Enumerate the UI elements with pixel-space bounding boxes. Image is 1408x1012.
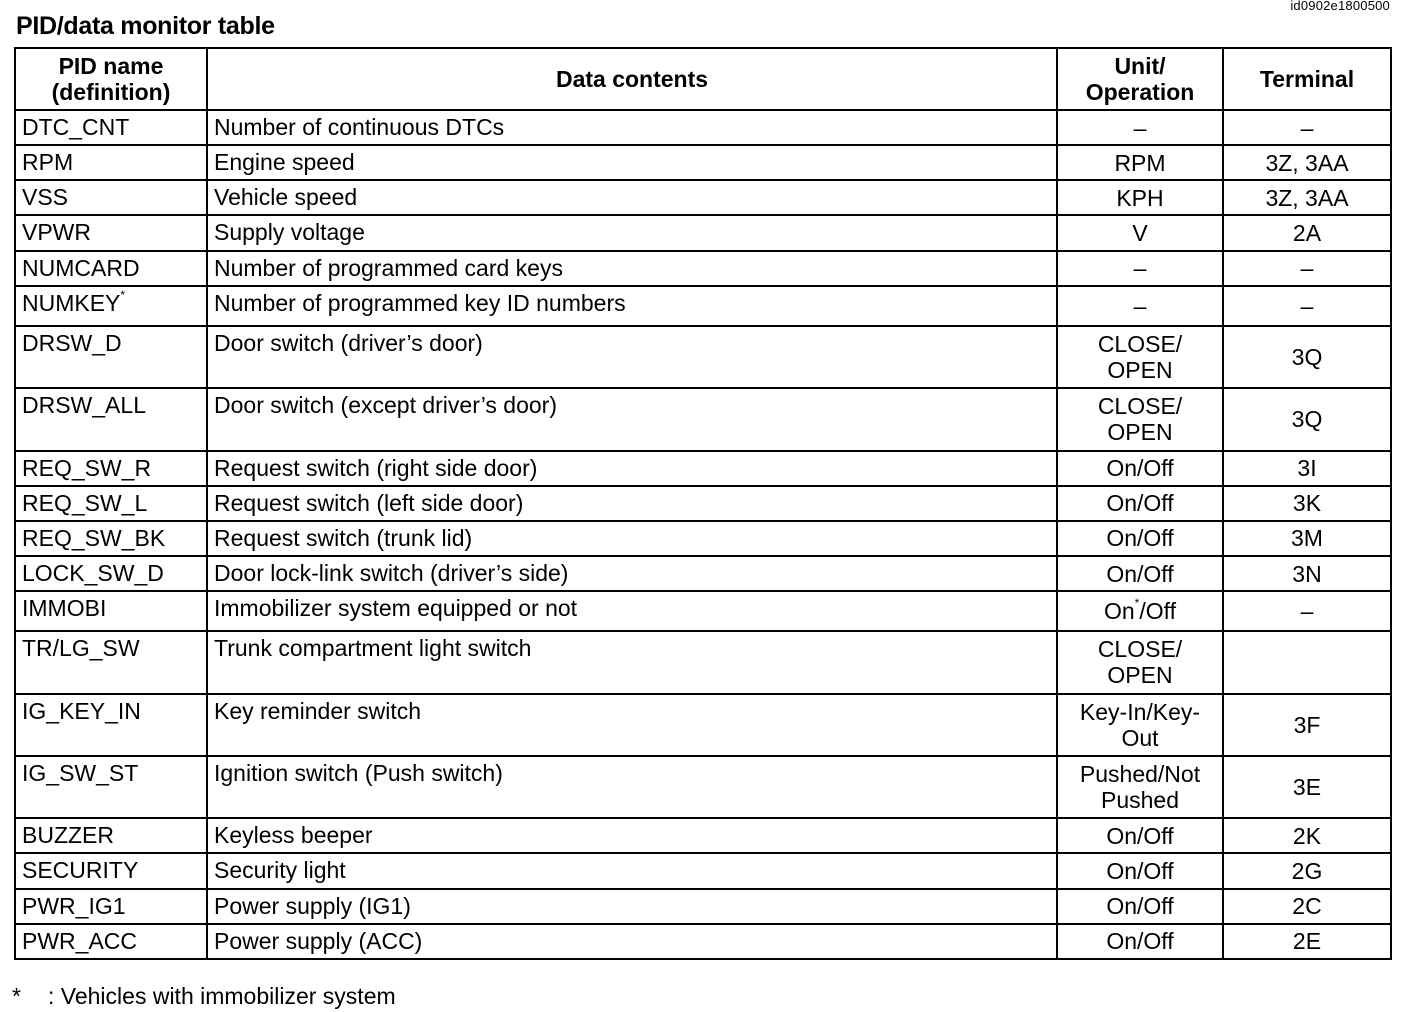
unit-operation: RPM xyxy=(1114,149,1166,176)
pid-data-monitor-table xyxy=(14,47,1392,960)
pid-name-cell xyxy=(15,631,207,693)
terminal-cell xyxy=(1223,286,1391,326)
table-row xyxy=(15,521,1391,556)
unit-operation-cell xyxy=(1057,591,1223,631)
unit-operation: – xyxy=(1133,114,1147,141)
table-row xyxy=(15,486,1391,521)
data-contents-cell xyxy=(207,180,1057,215)
page-title: PID/data monitor table xyxy=(16,12,275,40)
data-contents: Door lock-link switch (driver’s side) xyxy=(214,560,569,586)
table-row xyxy=(15,388,1391,450)
terminal-cell xyxy=(1223,756,1391,818)
pid-name-cell xyxy=(15,145,207,180)
pid-name: DRSW_ALL xyxy=(22,392,146,419)
table-header-row xyxy=(15,48,1391,110)
data-contents-cell xyxy=(207,326,1057,388)
unit-operation-cell xyxy=(1057,924,1223,959)
pid-name-cell xyxy=(15,521,207,556)
unit-footnote-mark: * xyxy=(1134,596,1140,611)
data-contents: Key reminder switch xyxy=(214,697,422,724)
unit-operation: CLOSE/ OPEN xyxy=(1097,393,1183,446)
document-id: id0902e1800500 xyxy=(1290,0,1390,13)
data-contents-cell xyxy=(207,521,1057,556)
data-contents: Engine speed xyxy=(214,149,355,176)
table-row xyxy=(15,451,1391,486)
table-row xyxy=(15,326,1391,388)
unit-operation-cell xyxy=(1057,486,1223,521)
pid-name: REQ_SW_BK xyxy=(22,524,166,551)
unit-operation: Key-In/Key- Out xyxy=(1079,698,1201,751)
unit-operation-cell xyxy=(1057,694,1223,756)
unit-operation: On xyxy=(1103,598,1135,625)
header-unit-operation-text: Unit/ Operation xyxy=(1085,53,1195,105)
unit-operation-cell xyxy=(1057,215,1223,250)
pid-name-cell xyxy=(15,326,207,388)
pid-name: VSS xyxy=(22,184,69,211)
pid-name: IG_KEY_IN xyxy=(22,697,141,724)
unit-operation: On/Off xyxy=(1106,490,1174,517)
terminal: 3Q xyxy=(1291,344,1323,371)
unit-operation-cell xyxy=(1057,756,1223,818)
pid-name-cell xyxy=(15,889,207,924)
header-unit-operation xyxy=(1057,48,1223,110)
terminal: 2A xyxy=(1292,220,1322,247)
data-contents: Request switch (right side door) xyxy=(214,454,538,481)
table-row xyxy=(15,889,1391,924)
terminal: 2G xyxy=(1291,857,1323,884)
terminal: – xyxy=(1300,255,1314,282)
data-contents-cell xyxy=(207,818,1057,853)
data-contents-cell xyxy=(207,924,1057,959)
unit-operation-cell xyxy=(1057,180,1223,215)
data-contents: Door switch (driver’s door) xyxy=(214,329,483,356)
data-contents: Supply voltage xyxy=(214,219,365,246)
unit-operation-cell xyxy=(1057,631,1223,693)
data-contents: Ignition switch (Push switch) xyxy=(214,759,503,786)
unit-operation-cell xyxy=(1057,521,1223,556)
header-data-contents-text: Data contents xyxy=(555,66,709,92)
data-contents: Immobilizer system equipped or not xyxy=(214,595,578,622)
terminal: – xyxy=(1300,598,1314,625)
data-contents-cell xyxy=(207,556,1057,591)
data-contents-cell xyxy=(207,853,1057,888)
terminal: 3E xyxy=(1292,774,1322,801)
table-row xyxy=(15,818,1391,853)
terminal-cell xyxy=(1223,924,1391,959)
pid-name-cell xyxy=(15,451,207,486)
data-contents: Number of continuous DTCs xyxy=(214,114,505,140)
terminal: – xyxy=(1300,292,1314,319)
unit-operation-cell xyxy=(1057,556,1223,591)
unit-operation-cell xyxy=(1057,110,1223,145)
terminal-cell xyxy=(1223,889,1391,924)
terminal-cell xyxy=(1223,818,1391,853)
terminal: 3Z, 3AA xyxy=(1265,149,1349,176)
data-contents-cell xyxy=(207,631,1057,693)
data-contents-cell xyxy=(207,251,1057,286)
table-row xyxy=(15,110,1391,145)
terminal-cell xyxy=(1223,326,1391,388)
unit-operation-cell xyxy=(1057,286,1223,326)
unit-operation: KPH xyxy=(1116,184,1164,211)
table-row xyxy=(15,591,1391,631)
terminal-cell xyxy=(1223,556,1391,591)
unit-operation-cell xyxy=(1057,818,1223,853)
footnote-text: : Vehicles with immobilizer system xyxy=(48,983,396,1009)
table-row xyxy=(15,694,1391,756)
terminal-cell xyxy=(1223,591,1391,631)
pid-name-cell xyxy=(15,251,207,286)
pid-name-footnote-mark: * xyxy=(120,287,126,302)
terminal: 3N xyxy=(1292,560,1322,587)
pid-name-cell xyxy=(15,286,207,326)
unit-operation-cell xyxy=(1057,451,1223,486)
data-contents-cell xyxy=(207,110,1057,145)
unit-operation: – xyxy=(1133,292,1147,319)
table-row xyxy=(15,853,1391,888)
data-contents: Keyless beeper xyxy=(214,822,373,849)
data-contents-cell xyxy=(207,215,1057,250)
pid-name: TR/LG_SW xyxy=(22,635,140,662)
pid-name-cell xyxy=(15,756,207,818)
pid-name-cell xyxy=(15,556,207,591)
unit-operation-cell xyxy=(1057,251,1223,286)
unit-operation: On/Off xyxy=(1106,525,1174,552)
pid-name-cell xyxy=(15,694,207,756)
unit-operation-cell xyxy=(1057,326,1223,388)
table-row xyxy=(15,286,1391,326)
data-contents: Request switch (trunk lid) xyxy=(214,524,473,551)
unit-operation: On/Off xyxy=(1106,822,1174,849)
pid-name: IG_SW_ST xyxy=(22,759,139,786)
data-contents-cell xyxy=(207,451,1057,486)
terminal-cell xyxy=(1223,110,1391,145)
terminal-cell xyxy=(1223,853,1391,888)
unit-operation: On/Off xyxy=(1106,893,1174,920)
pid-name: PWR_IG1 xyxy=(22,892,126,919)
pid-name-cell xyxy=(15,591,207,631)
header-pid-name-text: PID name (definition) xyxy=(51,53,171,105)
pid-name: NUMCARD xyxy=(22,254,140,281)
table-row xyxy=(15,251,1391,286)
terminal: 3Z, 3AA xyxy=(1265,184,1349,211)
pid-name-cell xyxy=(15,180,207,215)
terminal: 3Q xyxy=(1291,406,1323,433)
pid-name: REQ_SW_L xyxy=(22,489,148,516)
terminal: 3M xyxy=(1291,525,1323,552)
terminal: 3I xyxy=(1297,455,1317,482)
terminal-cell xyxy=(1223,521,1391,556)
terminal: 2E xyxy=(1292,928,1322,955)
data-contents-cell xyxy=(207,486,1057,521)
pid-name-cell xyxy=(15,818,207,853)
data-contents-cell xyxy=(207,694,1057,756)
data-contents-cell xyxy=(207,889,1057,924)
unit-operation: CLOSE/ OPEN xyxy=(1097,636,1183,689)
unit-operation: On/Off xyxy=(1106,455,1174,482)
terminal-cell xyxy=(1223,145,1391,180)
pid-name: SECURITY xyxy=(22,857,139,884)
terminal-cell xyxy=(1223,215,1391,250)
data-contents-cell xyxy=(207,388,1057,450)
pid-name: LOCK_SW_D xyxy=(22,560,164,586)
pid-name-cell xyxy=(15,110,207,145)
data-contents: Security light xyxy=(214,857,346,884)
terminal-cell xyxy=(1223,251,1391,286)
terminal: – xyxy=(1300,114,1314,141)
pid-name: RPM xyxy=(22,149,74,176)
unit-operation: CLOSE/ OPEN xyxy=(1097,331,1183,384)
unit-operation-rest: /Off xyxy=(1139,598,1176,625)
pid-name: BUZZER xyxy=(22,822,114,849)
terminal: 2K xyxy=(1292,822,1322,849)
table-row xyxy=(15,556,1391,591)
terminal: 3F xyxy=(1293,711,1321,738)
pid-name: PWR_ACC xyxy=(22,927,138,954)
table-row xyxy=(15,180,1391,215)
pid-name: DRSW_D xyxy=(22,329,122,356)
data-contents: Number of programmed card keys xyxy=(214,254,563,281)
terminal-cell xyxy=(1223,631,1391,693)
header-data-contents xyxy=(207,48,1057,110)
pid-name: NUMKEY xyxy=(22,289,121,316)
terminal-cell xyxy=(1223,388,1391,450)
data-contents: Request switch (left side door) xyxy=(214,489,524,516)
footnote-mark: * xyxy=(12,983,21,1009)
unit-operation: – xyxy=(1133,255,1147,282)
unit-operation-cell xyxy=(1057,853,1223,888)
data-contents-cell xyxy=(207,756,1057,818)
data-contents: Power supply (IG1) xyxy=(214,892,411,919)
terminal-cell xyxy=(1223,486,1391,521)
table-row xyxy=(15,215,1391,250)
terminal-cell xyxy=(1223,180,1391,215)
unit-operation-cell xyxy=(1057,388,1223,450)
terminal-cell xyxy=(1223,451,1391,486)
table-row xyxy=(15,631,1391,693)
data-contents: Vehicle speed xyxy=(214,184,358,211)
unit-operation-cell xyxy=(1057,145,1223,180)
header-terminal xyxy=(1223,48,1391,110)
pid-name: VPWR xyxy=(22,219,91,246)
pid-name: REQ_SW_R xyxy=(22,454,152,481)
header-terminal-text: Terminal xyxy=(1259,66,1355,92)
unit-operation: On/Off xyxy=(1106,857,1174,884)
pid-name-cell xyxy=(15,924,207,959)
data-contents: Door switch (except driver’s door) xyxy=(214,392,557,419)
terminal-cell xyxy=(1223,694,1391,756)
unit-operation: Pushed/Not Pushed xyxy=(1079,761,1201,814)
table-row xyxy=(15,756,1391,818)
unit-operation: V xyxy=(1132,220,1148,247)
terminal: 2C xyxy=(1292,893,1322,920)
pid-name: IMMOBI xyxy=(22,595,107,622)
pid-name: DTC_CNT xyxy=(22,114,130,140)
pid-name-cell xyxy=(15,388,207,450)
data-contents-cell xyxy=(207,145,1057,180)
data-contents: Number of programmed key ID numbers xyxy=(214,289,626,316)
unit-operation-cell xyxy=(1057,889,1223,924)
header-pid-name xyxy=(15,48,207,110)
data-contents: Power supply (ACC) xyxy=(214,927,423,954)
table-row xyxy=(15,145,1391,180)
pid-name-cell xyxy=(15,853,207,888)
pid-name-cell xyxy=(15,215,207,250)
unit-operation: On/Off xyxy=(1106,560,1174,587)
table-row xyxy=(15,924,1391,959)
data-contents-cell xyxy=(207,591,1057,631)
terminal: 3K xyxy=(1292,490,1322,517)
data-contents: Trunk compartment light switch xyxy=(214,635,532,662)
unit-operation: On/Off xyxy=(1106,928,1174,955)
data-contents-cell xyxy=(207,286,1057,326)
pid-name-cell xyxy=(15,486,207,521)
footnote xyxy=(12,983,396,1010)
